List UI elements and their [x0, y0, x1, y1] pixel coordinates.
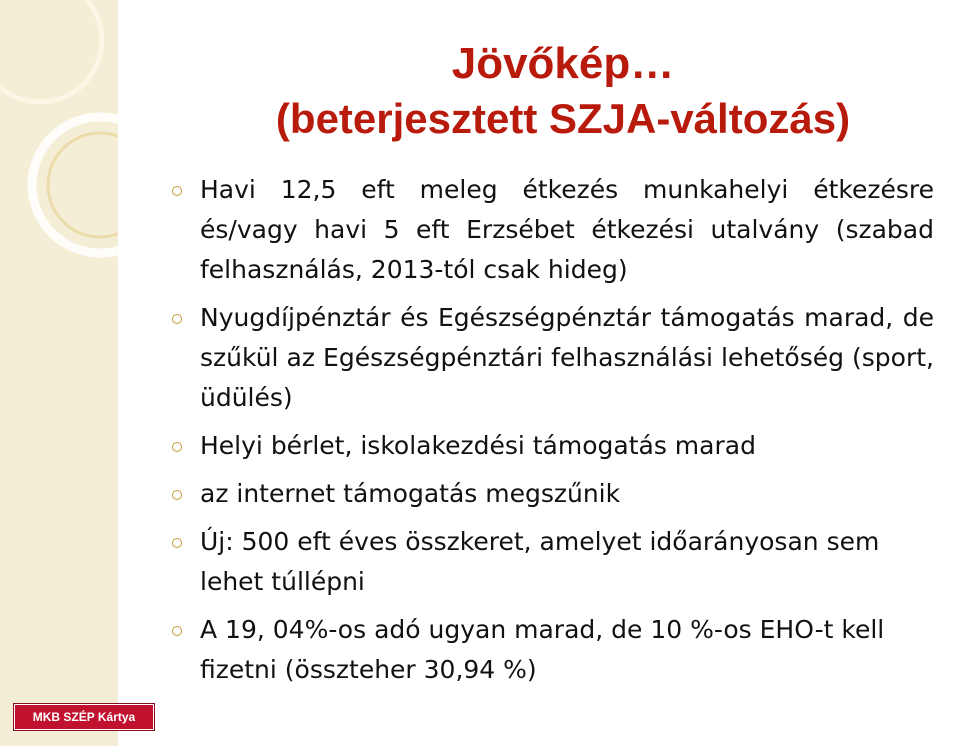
slide-title — [180, 38, 946, 143]
bullet-ring-icon — [172, 490, 182, 500]
decorative-circle-top — [0, 0, 102, 102]
bullet-ring-icon — [172, 538, 182, 548]
decorative-circles — [0, 0, 118, 300]
bullet-text: Nyugdíjpénztár és Egészségpénztár támogatás marad, de szűkül az Egészségpénztári felhasználási lehetőség (sport, üdülés) — [200, 303, 934, 412]
bullet-ring-icon — [172, 626, 182, 636]
mkb-szep-kartya-logo: MKB SZÉP Kártya — [14, 704, 154, 730]
title-line-2: (beterjesztett SZJA-változás) — [275, 94, 851, 142]
bullet-text: Új: 500 eft éves összkeret, amelyet időarányosan sem lehet túllépni — [200, 527, 880, 596]
bullet-item — [172, 522, 934, 602]
bullet-text: A 19, 04%-os adó ugyan marad, de 10 %-os EHO-t kell fizetni (összteher 30,94 %) — [200, 615, 885, 684]
bullet-text: Havi 12,5 eft meleg étkezés munkahelyi étkezésre és/vagy havi 5 eft Erzsébet étkezési utalvány (szabad felhasználás, 2013-tól csak hideg) — [200, 175, 934, 284]
bullet-item — [172, 474, 934, 514]
decorative-circle-large — [32, 117, 118, 253]
bullet-ring-icon — [172, 186, 182, 196]
bullet-text: Helyi bérlet, iskolakezdési támogatás marad — [200, 431, 756, 460]
bullet-item — [172, 298, 934, 418]
title-line-1: Jövőkép… — [451, 39, 675, 88]
side-panel — [0, 0, 118, 746]
bullet-item — [172, 610, 934, 690]
bullet-ring-icon — [172, 314, 182, 324]
bullet-item — [172, 426, 934, 466]
bullet-ring-icon — [172, 442, 182, 452]
bullet-list — [172, 170, 934, 698]
bullet-item — [172, 170, 934, 290]
bullet-text: az internet támogatás megszűnik — [200, 479, 621, 508]
decorative-circle-inner — [48, 133, 118, 237]
